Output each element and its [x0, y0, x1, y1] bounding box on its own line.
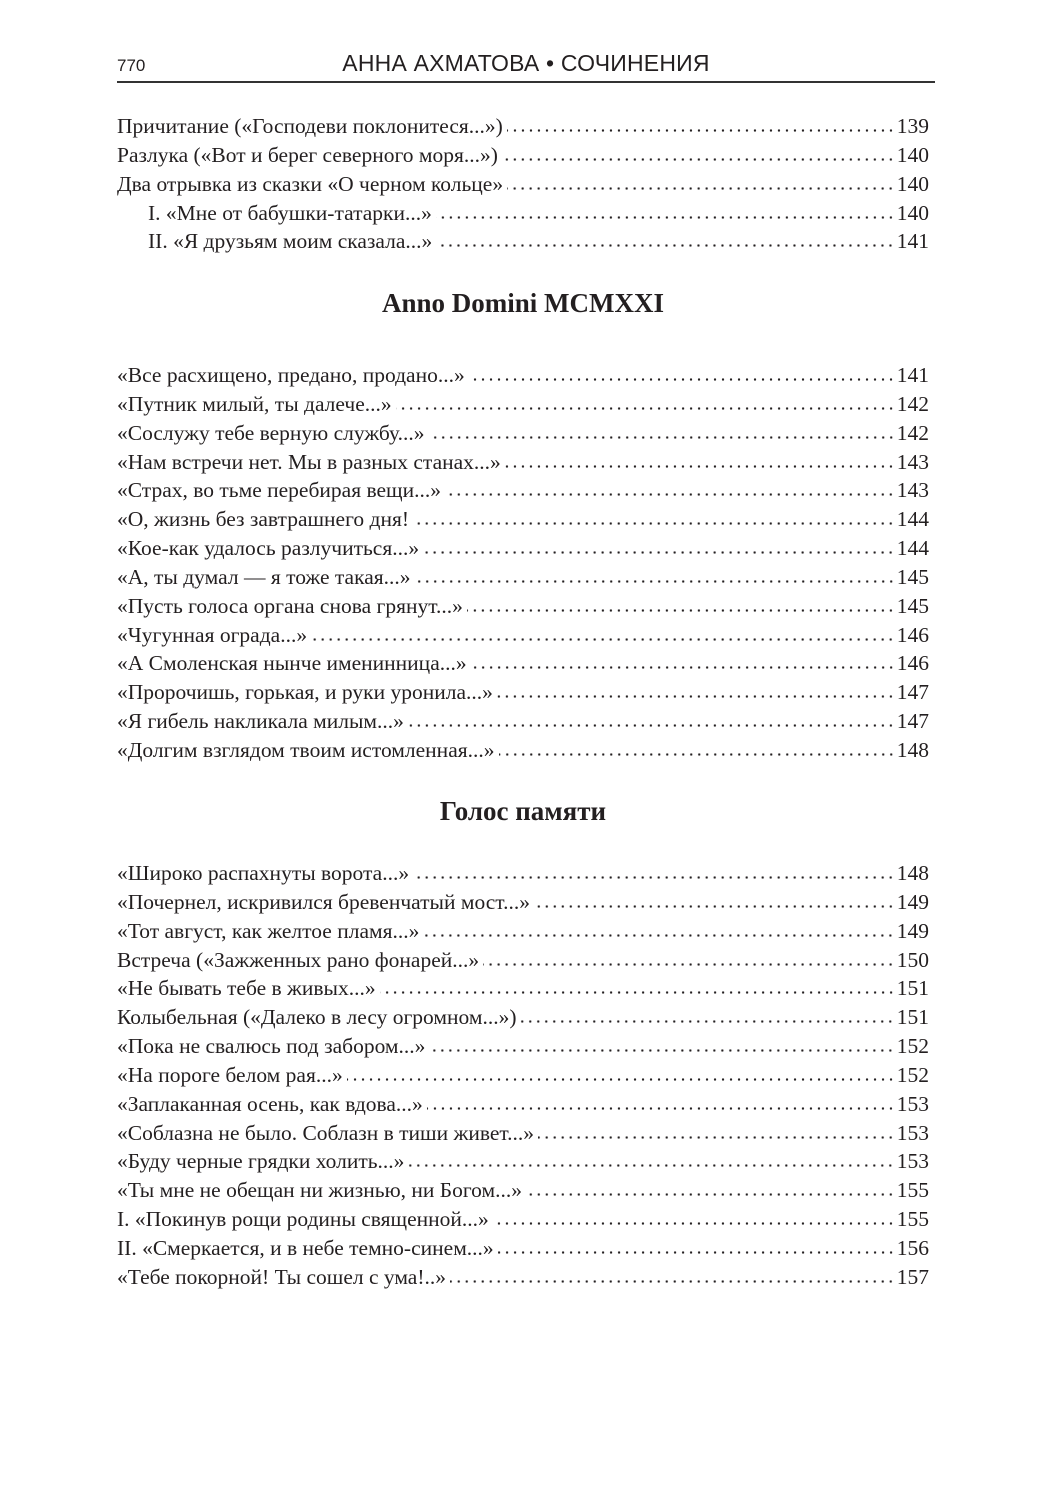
toc-entry-page: 157 [896, 1264, 929, 1289]
toc-entry [117, 1205, 929, 1234]
toc-entry-page: 149 [896, 918, 929, 943]
toc-entry-page: 153 [896, 1149, 929, 1174]
toc-entry-page: 146 [896, 622, 929, 647]
toc-entry-page: 144 [896, 536, 929, 561]
dot-leader [467, 609, 895, 612]
toc-entry-title: I. «Мне от бабушки-татарки...» [148, 200, 432, 225]
header-rule [117, 81, 935, 83]
toc-entry [117, 199, 929, 228]
toc-entry [117, 707, 929, 736]
toc-section-anno-domini [117, 361, 929, 765]
toc-entry-title: «Пророчишь, горькая, и руки уронила...» [117, 680, 493, 705]
toc-entry [117, 534, 929, 563]
dot-leader [423, 934, 894, 937]
toc-entry [117, 476, 929, 505]
toc-entry [117, 678, 929, 707]
dot-leader [507, 187, 895, 190]
dot-leader [413, 522, 895, 525]
toc-entry-title: «Все расхищено, предано, продано...» [117, 363, 465, 387]
dot-leader [497, 695, 895, 698]
dot-leader [520, 1020, 894, 1023]
toc-entry-page: 141 [896, 229, 929, 254]
toc-entry-title: «А, ты думал — я тоже такая...» [117, 564, 411, 589]
toc-entry-page: 143 [896, 449, 929, 474]
toc-entry-page: 140 [896, 171, 929, 196]
toc-entry [117, 592, 929, 621]
toc-entry-title: «Сослужу тебе верную службу...» [117, 420, 425, 445]
dot-leader [471, 666, 895, 669]
dot-leader [469, 378, 895, 381]
toc-entry [117, 736, 929, 765]
toc-entry-page: 148 [896, 737, 929, 762]
toc-entry [117, 621, 929, 650]
toc-entry-title: «Пока не свалюсь под забором...» [117, 1034, 426, 1059]
toc-section-1 [117, 112, 929, 256]
dot-leader [483, 963, 895, 966]
toc-entry [117, 946, 929, 975]
toc-entry [117, 361, 929, 390]
toc-entry-page: 143 [896, 478, 929, 503]
running-title: АННА АХМАТОВА • СОЧИНЕНИЯ [342, 50, 710, 76]
toc-section-golos-pamyati [117, 859, 929, 1292]
toc-entry-title: «Тебе покорной! Ты сошел с ума!..» [117, 1264, 447, 1289]
dot-leader [380, 991, 895, 994]
toc-entry-page: 153 [896, 1091, 929, 1116]
toc-entry-page: 155 [896, 1207, 929, 1232]
toc-entry-page: 140 [896, 142, 929, 167]
toc-entry [117, 859, 929, 888]
toc-entry [117, 1032, 929, 1061]
dot-leader [507, 129, 895, 132]
toc-entry-title: «Долгим взглядом твоим истомленная...» [117, 737, 495, 762]
dot-leader [502, 158, 895, 161]
toc-entry-page: 139 [896, 114, 929, 138]
toc-entry [117, 1176, 929, 1205]
toc-entry [117, 141, 929, 170]
toc-entry-title: «Буду черные грядки холить...» [117, 1149, 405, 1174]
toc-entry-page: 156 [896, 1235, 929, 1260]
dot-leader [423, 551, 895, 554]
toc-entry-title: Причитание («Господеви поклонитеся...») [117, 114, 503, 138]
dot-leader [498, 1251, 895, 1254]
toc-entry [117, 112, 929, 141]
dot-leader [311, 638, 895, 641]
toc-entry-title: «Заплаканная осень, как вдова...» [117, 1091, 423, 1116]
toc-entry-title: «Не бывать тебе в живых...» [117, 976, 376, 1001]
toc-entry-title: Разлука («Вот и берег северного моря...») [117, 142, 498, 167]
toc-entry-title: «Пусть голоса органа снова грянут...» [117, 593, 463, 618]
toc-entry-page: 148 [896, 861, 929, 885]
toc-entry [117, 390, 929, 419]
toc-entry-page: 145 [896, 593, 929, 618]
toc-entry-page: 155 [896, 1178, 929, 1203]
toc-entry-page: 141 [896, 363, 929, 387]
toc-entry [117, 419, 929, 448]
dot-leader [526, 1193, 895, 1196]
toc-entry-title: Колыбельная («Далеко в лесу огромном...») [117, 1005, 517, 1030]
page-number: 770 [117, 56, 146, 75]
dot-leader [436, 244, 894, 247]
dot-leader [538, 1136, 895, 1139]
toc-entry-page: 150 [896, 947, 929, 972]
dot-leader [429, 1049, 894, 1052]
dot-leader [427, 1107, 895, 1110]
toc-entry [117, 1090, 929, 1119]
dot-leader [415, 580, 895, 583]
toc-entry [117, 917, 929, 946]
toc-entry [117, 1234, 929, 1263]
toc-entry [117, 974, 929, 1003]
toc-entry [117, 888, 929, 917]
section-heading-anno-domini: Anno Domini MCMXXI [381, 288, 664, 318]
toc-entry-title: «Я гибель накликала милым...» [117, 709, 404, 734]
toc-entry-title: I. «Покинув рощи родины священной...» [117, 1207, 489, 1232]
toc-entry-page: 149 [896, 889, 929, 914]
dot-leader [445, 493, 895, 496]
toc-entry-title: «Страх, во тьме перебирая вещи...» [117, 478, 441, 503]
toc-entry-title: Два отрывка из сказки «О черном кольце» [117, 171, 504, 196]
toc-entry [117, 505, 929, 534]
toc-entry-title: «Широко распахнуты ворота...» [117, 861, 410, 885]
toc-entry-page: 146 [896, 651, 929, 676]
toc-entry-title: «Нам встречи нет. Мы в разных станах...» [117, 449, 501, 474]
toc-entry [117, 170, 929, 199]
toc-entry-title: «Путник милый, ты далече...» [117, 391, 392, 416]
dot-leader [408, 1164, 894, 1167]
dot-leader [413, 876, 895, 879]
toc-entry-page: 142 [896, 420, 929, 445]
toc-entry-page: 151 [896, 976, 929, 1001]
toc-entry-title: «Чугунная ограда...» [117, 622, 308, 647]
dot-leader [436, 216, 895, 219]
toc-entry-title: II. «Я друзьям моим сказала...» [148, 229, 433, 254]
toc-entry-page: 147 [896, 680, 929, 705]
toc-entry-page: 147 [896, 709, 929, 734]
dot-leader [408, 724, 895, 727]
toc-entry [117, 1003, 929, 1032]
toc-entry-title: «А Смоленская нынче именинница...» [117, 651, 467, 676]
toc-entry-page: 152 [896, 1062, 929, 1087]
section-heading-golos-pamyati: Голос памяти [439, 796, 607, 826]
dot-leader [505, 465, 895, 468]
toc-entry-title: II. «Смеркается, и в небе темно-синем...» [117, 1235, 494, 1260]
toc-entry-title: «Кое-как удалось разлучиться...» [117, 536, 420, 561]
toc-entry-title: «Почернел, искривился бревенчатый мост...» [117, 889, 530, 914]
toc-entry-page: 151 [896, 1005, 929, 1030]
toc-entry [117, 563, 929, 592]
toc-entry-page: 142 [896, 391, 929, 416]
dot-leader [396, 407, 895, 410]
dot-leader [534, 905, 895, 908]
toc-entry [117, 1119, 929, 1148]
toc-entry-title: «Ты мне не обещан ни жизнью, ни Богом...» [117, 1178, 522, 1203]
toc-entry-title: «О, жизнь без завтрашнего дня! [117, 507, 410, 532]
dot-leader [450, 1280, 895, 1283]
toc-entry [117, 1061, 929, 1090]
toc-entry-page: 153 [896, 1120, 929, 1145]
toc-entry-page: 140 [896, 200, 929, 225]
dot-leader [499, 753, 895, 756]
dot-leader [347, 1078, 895, 1081]
dot-leader [429, 436, 895, 439]
toc-entry [117, 649, 929, 678]
toc-entry [117, 448, 929, 477]
toc-entry-title: «На пороге белом рая...» [117, 1062, 343, 1087]
toc-entry-page: 144 [896, 507, 929, 532]
dot-leader [493, 1222, 895, 1225]
toc-entry-page: 152 [896, 1034, 929, 1059]
toc-entry [117, 1263, 929, 1292]
toc-entry-title: «Тот август, как желтое пламя...» [117, 918, 420, 943]
toc-entry-title: Встреча («Зажженных рано фонарей...» [117, 947, 480, 972]
toc-entry [117, 1147, 929, 1176]
toc-entry [117, 227, 929, 256]
toc-entry-page: 145 [896, 564, 929, 589]
toc-entry-title: «Соблазна не было. Соблазн в тиши живет...» [117, 1120, 535, 1145]
